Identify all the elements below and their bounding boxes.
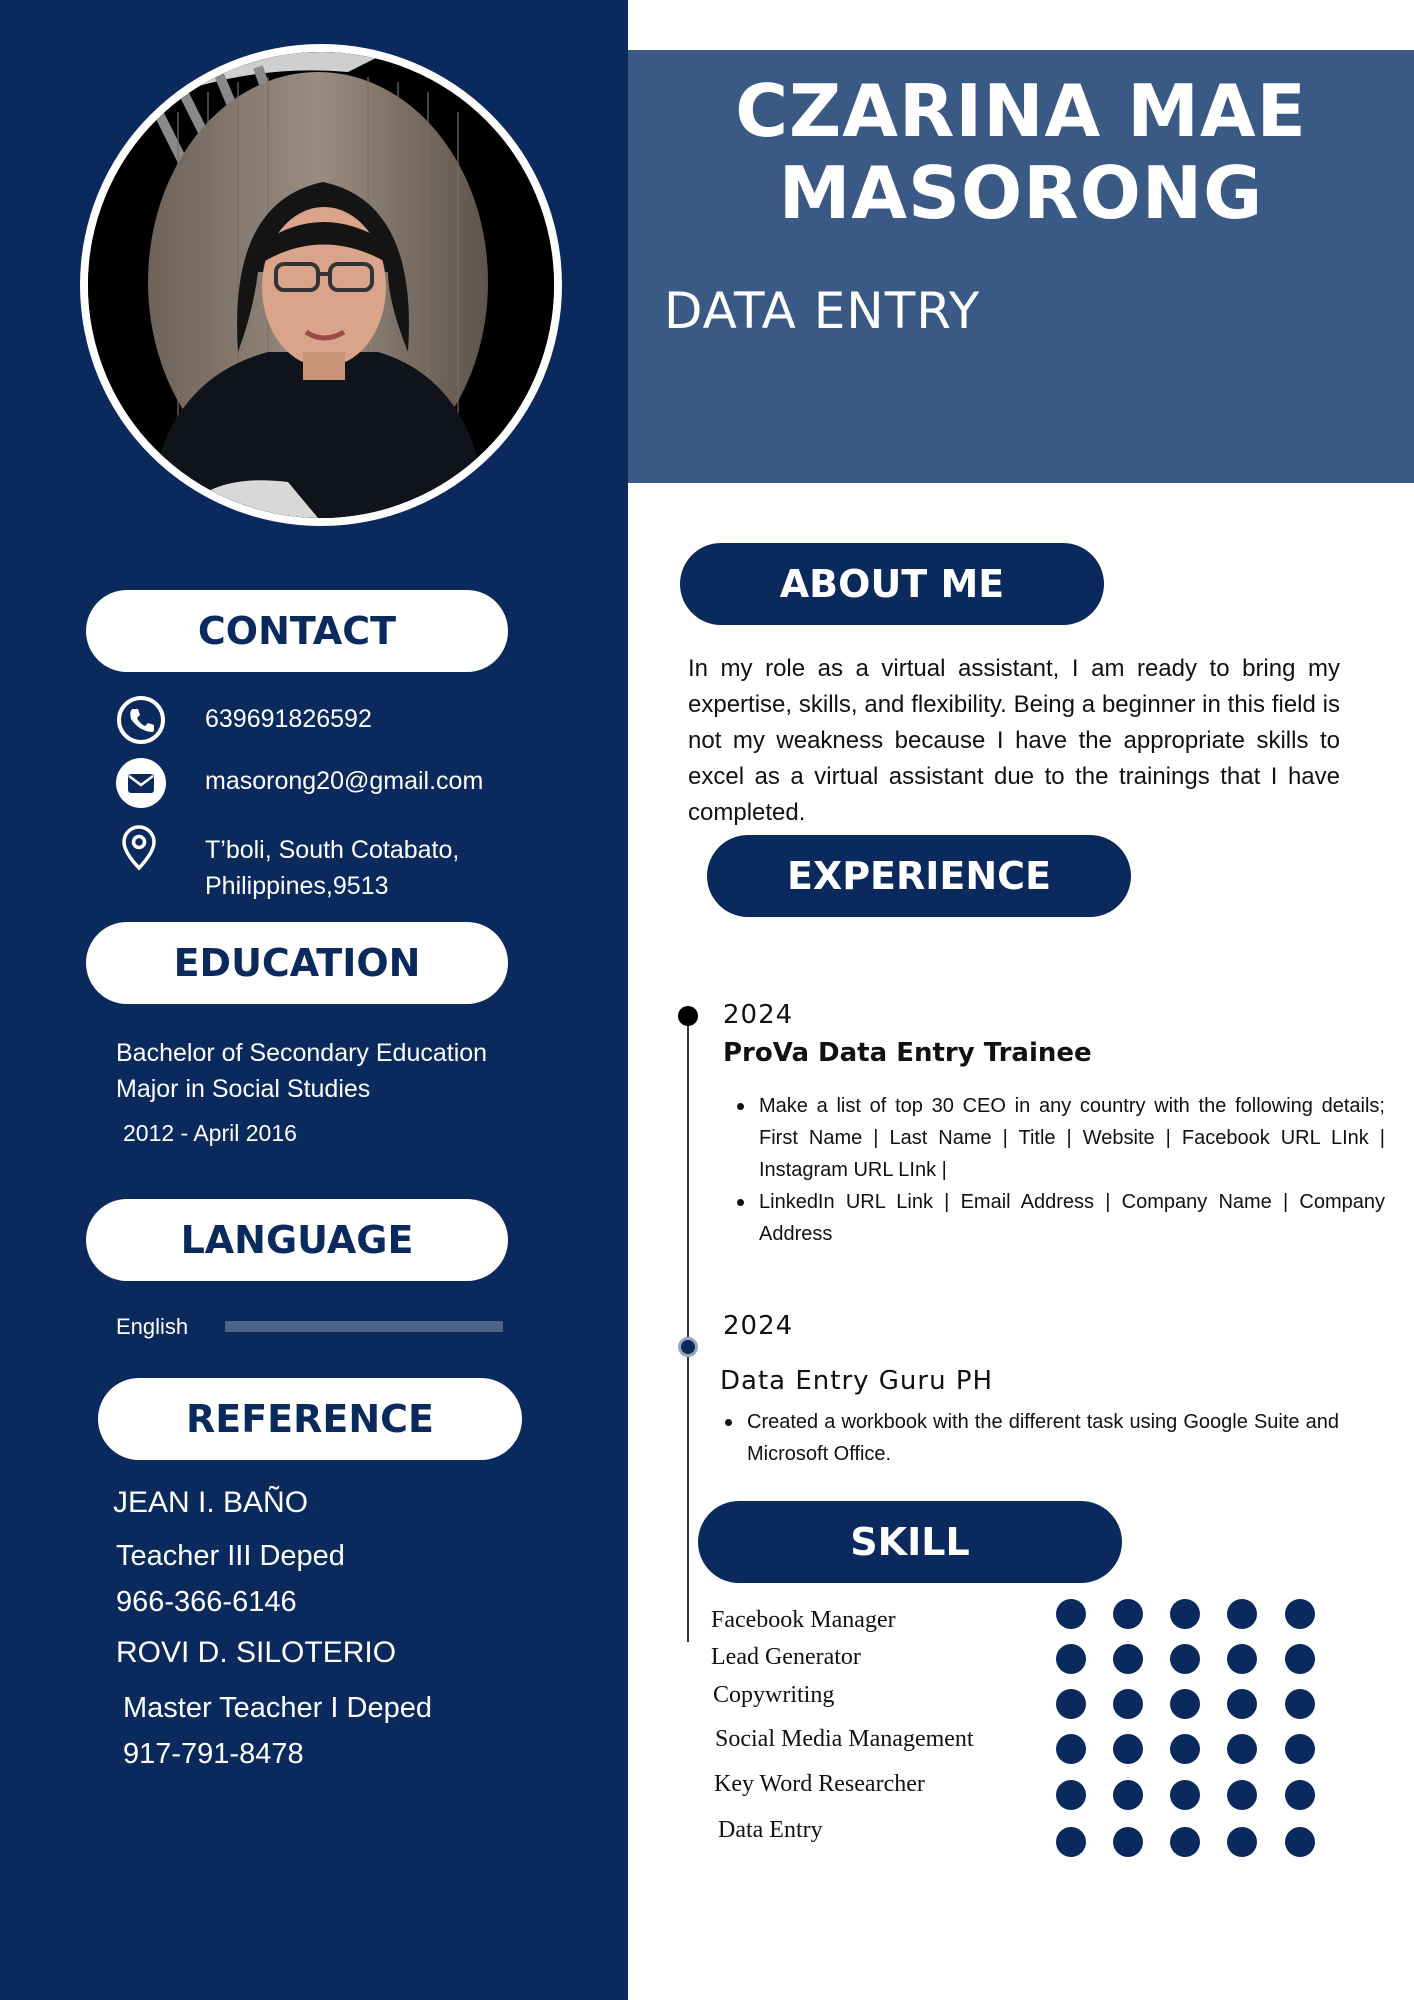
skill-rating-dot xyxy=(1170,1599,1200,1629)
contact-heading: CONTACT xyxy=(86,590,508,672)
skill-rating-dot xyxy=(1227,1644,1257,1674)
skill-rating-dot xyxy=(1113,1689,1143,1719)
name-line-2: MASORONG xyxy=(778,151,1264,235)
list-item: Created a workbook with the different task using Google Suite and Microsoft Office. xyxy=(723,1406,1339,1470)
reference-1-name: JEAN I. BAÑO xyxy=(113,1486,309,1519)
location-pin-icon xyxy=(115,822,167,874)
skill-name: Lead Generator xyxy=(711,1644,861,1670)
skill-rating-dot xyxy=(1227,1827,1257,1857)
skill-rating-dot xyxy=(1170,1827,1200,1857)
address xyxy=(205,832,459,904)
skill-name: Social Media Management xyxy=(715,1726,974,1752)
list-item: LinkedIn URL Link | Email Address | Company Name | Company Address xyxy=(735,1186,1385,1250)
skill-rating-dot xyxy=(1227,1689,1257,1719)
education-heading: EDUCATION xyxy=(86,922,508,1004)
skill-rating-dot xyxy=(1056,1644,1086,1674)
skill-rating-dot xyxy=(1227,1599,1257,1629)
skill-rating-dot xyxy=(1056,1689,1086,1719)
experience-2-year: 2024 xyxy=(723,1311,794,1341)
list-item: Make a list of top 30 CEO in any country with the following details; First Name | Last Name | Title | Website | Facebook URL LInk | Instagram URL LInk | xyxy=(735,1090,1385,1186)
timeline-dot xyxy=(678,1337,698,1357)
skill-rating-dot xyxy=(1056,1827,1086,1857)
skill-rating-dot xyxy=(1285,1780,1315,1810)
skill-name: Copywriting xyxy=(713,1682,835,1708)
language-name: English xyxy=(116,1314,189,1339)
skill-rating-dot xyxy=(1056,1599,1086,1629)
reference-2-title: Master Teacher I Deped xyxy=(123,1692,432,1724)
skill-rating-dot xyxy=(1170,1734,1200,1764)
skill-rating-dot xyxy=(1170,1780,1200,1810)
address-line-2: Philippines,9513 xyxy=(205,872,389,900)
reference-heading: REFERENCE xyxy=(98,1378,522,1460)
experience-2-bullets xyxy=(723,1406,1339,1470)
experience-1-bullets xyxy=(735,1090,1385,1250)
language-heading: LANGUAGE xyxy=(86,1199,508,1281)
skill-rating-dot xyxy=(1056,1734,1086,1764)
skill-name: Key Word Researcher xyxy=(714,1771,925,1797)
skill-rating-dot xyxy=(1285,1734,1315,1764)
skill-rating-dot xyxy=(1113,1644,1143,1674)
skill-rating-dot xyxy=(1285,1827,1315,1857)
about-heading: ABOUT ME xyxy=(680,543,1104,625)
profile-photo-frame xyxy=(80,44,562,526)
skill-name: Data Entry xyxy=(718,1817,823,1843)
phone-icon xyxy=(115,694,167,746)
full-name xyxy=(628,70,1414,234)
skill-rating-dot xyxy=(1056,1780,1086,1810)
experience-2-title: Data Entry Guru PH xyxy=(720,1366,994,1396)
timeline-dot xyxy=(678,1006,698,1026)
skill-rating-dot xyxy=(1113,1599,1143,1629)
skill-rating-dot xyxy=(1113,1827,1143,1857)
portrait-illustration xyxy=(88,52,554,518)
skill-rating-dot xyxy=(1170,1644,1200,1674)
skill-divider-line xyxy=(687,1598,689,1642)
education-years: 2012 - April 2016 xyxy=(123,1120,297,1146)
profile-photo xyxy=(88,52,554,518)
skill-heading: SKILL xyxy=(698,1501,1122,1583)
phone-number: 639691826592 xyxy=(205,705,372,733)
education-degree xyxy=(116,1035,487,1107)
skill-rating-dot xyxy=(1227,1780,1257,1810)
skill-rating-dot xyxy=(1285,1689,1315,1719)
skill-rating-dot xyxy=(1285,1644,1315,1674)
reference-2-phone: 917-791-8478 xyxy=(123,1738,304,1770)
experience-1-year: 2024 xyxy=(723,1000,794,1030)
degree-line-2: Major in Social Studies xyxy=(116,1075,371,1103)
skill-rating-dot xyxy=(1113,1780,1143,1810)
skill-name: Facebook Manager xyxy=(711,1607,896,1633)
skill-rating-dot xyxy=(1170,1689,1200,1719)
reference-1-phone: 966-366-6146 xyxy=(116,1586,297,1618)
name-line-1: CZARINA MAE xyxy=(735,69,1307,153)
skill-rating-dot xyxy=(1285,1599,1315,1629)
experience-1-title: ProVa Data Entry Trainee xyxy=(723,1038,1092,1068)
address-line-1: T’boli, South Cotabato, xyxy=(205,836,460,864)
skill-rating-dot xyxy=(1113,1734,1143,1764)
job-role: DATA ENTRY xyxy=(664,282,981,340)
reference-1-title: Teacher III Deped xyxy=(116,1540,345,1572)
language-proficiency-bar xyxy=(225,1321,503,1332)
skill-rating-dot xyxy=(1227,1734,1257,1764)
email-address: masorong20@gmail.com xyxy=(205,767,484,795)
timeline-line xyxy=(687,1014,689,1612)
reference-2-name: ROVI D. SILOTERIO xyxy=(116,1636,397,1669)
email-icon xyxy=(115,757,167,809)
about-text: In my role as a virtual assistant, I am ready to bring my expertise, skills, and flexibility. Being a beginner in this field is not my weakness because I have the appropriate skills to excel as a virtual assistant due to the trainings that I have completed. xyxy=(688,655,1340,826)
experience-heading: EXPERIENCE xyxy=(707,835,1131,917)
degree-line-1: Bachelor of Secondary Education xyxy=(116,1039,488,1067)
